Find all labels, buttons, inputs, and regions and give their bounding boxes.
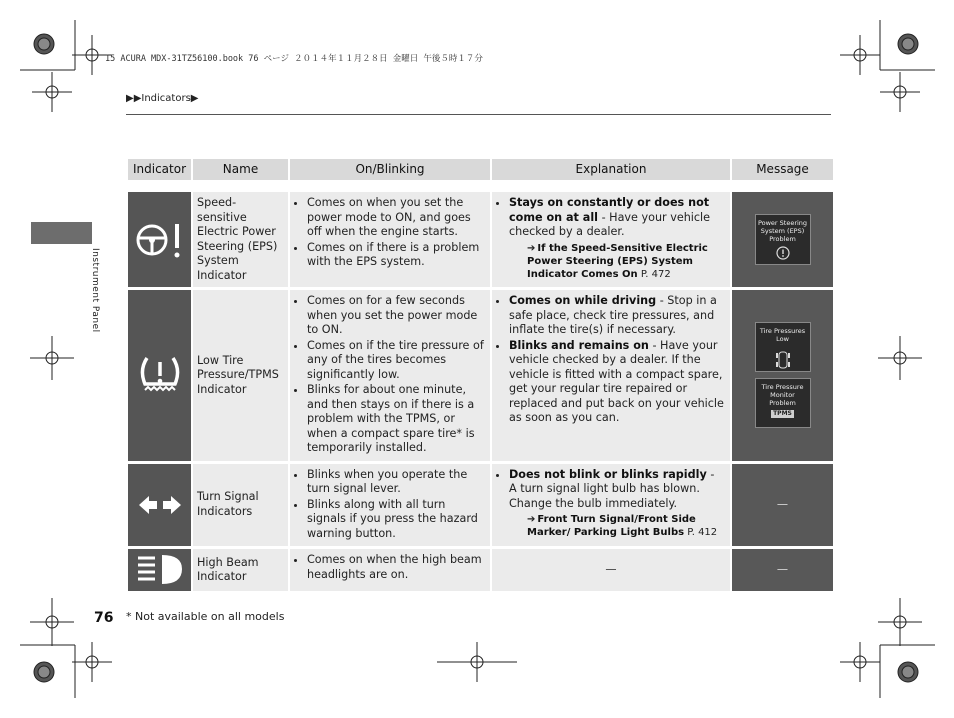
high-beam-on-item: • Comes on when the high beam headlights are on. [307, 553, 485, 582]
high-beam-name: High Beam Indicator [193, 549, 288, 591]
tpms-name: Low Tire Pressure/TPMS Indicator [193, 290, 288, 461]
header-rule [126, 114, 831, 115]
print-header: 15 ACURA MDX-31TZ56100.book 76 ページ ２０１４年１１月２８日 金曜日 午後５時１７分 [105, 54, 483, 64]
tire-pressure-icon [135, 352, 185, 398]
eps-message-cell [732, 192, 833, 287]
eps-on-blinking [290, 192, 490, 287]
tpms-indicator-cell [128, 290, 191, 461]
tire-pressure-monitor-problem-display: Tire Pressure Monitor Problem TPMS [755, 378, 811, 428]
turn-signal-indicator-cell [128, 464, 191, 547]
tire-pressures-low-display: Tire Pressures Low [755, 322, 811, 372]
warning-icon [775, 246, 791, 260]
turn-signal-on-blinking [290, 464, 490, 547]
turn-signal-message-cell: — [732, 464, 833, 547]
breadcrumb [126, 93, 199, 104]
breadcrumb-arrows: ▶▶ [126, 93, 142, 104]
steering-warning-icon [133, 218, 187, 262]
table-header-row [128, 159, 833, 180]
section-tab [31, 222, 92, 244]
turn-signal-icon [138, 494, 182, 516]
col-header-indicator: Indicator [128, 159, 191, 180]
car-tires-icon [773, 349, 793, 371]
table-row-turn-signal [128, 464, 833, 547]
tpms-on-item: • Comes on for a few seconds when you set the power mode to ON. [307, 294, 485, 338]
high-beam-indicator-cell [128, 549, 191, 591]
table-row-high-beam [128, 549, 833, 591]
tpms-on-item: • Blinks for about one minute, and then stays on if there is a problem with the TPMS, or when a compact spare tire* is temporarily installed. [307, 383, 485, 456]
col-header-explanation: Explanation [492, 159, 730, 180]
turn-signal-name: Turn Signal Indicators [193, 464, 288, 547]
turn-signal-explanation-item: • Does not blink or blinks rapidly - A turn signal light bulb has blown. Change the bulb immediately. [509, 468, 725, 512]
table-row-tpms [128, 290, 833, 461]
eps-on-item: • Comes on if there is a problem with the EPS system. [307, 241, 485, 270]
high-beam-message-cell: — [732, 549, 833, 591]
high-beam-icon [135, 553, 185, 587]
footnote: * Not available on all models [126, 610, 285, 623]
high-beam-explanation: — [492, 549, 730, 591]
turn-signal-on-item: • Blinks along with all turn signals if you press the hazard warning button. [307, 498, 485, 542]
col-header-on-blinking: On/Blinking [290, 159, 490, 180]
indicator-table [126, 156, 835, 594]
col-header-name: Name [193, 159, 288, 180]
tpms-on-blinking [290, 290, 490, 461]
tpms-on-item: • Comes on if the tire pressure of any of the tires becomes significantly low. [307, 339, 485, 383]
turn-signal-explanation [492, 464, 730, 547]
section-label: Instrument Panel [90, 248, 100, 333]
eps-message-display: Power Steering System (EPS) Problem [755, 214, 811, 265]
eps-indicator-cell [128, 192, 191, 287]
tpms-explanation-item: • Comes on while driving - Stop in a safe place, check tire pressures, and inflate the tire(s) if necessary. [509, 294, 725, 338]
tpms-message-cell [732, 290, 833, 461]
eps-on-item: • Comes on when you set the power mode to ON, and goes off when the engine starts. [307, 196, 485, 240]
eps-name: Speed-sensitive Electric Power Steering (EPS) System Indicator [193, 192, 288, 287]
page-number: 76 [94, 610, 114, 626]
tpms-explanation-item: • Blinks and remains on - Have your vehicle checked by a dealer. If the vehicle is fitted with a compact spare, get your regular tire repaired or replaced and put back on your vehicle as soon as you can. [509, 339, 725, 426]
eps-explanation [492, 192, 730, 287]
breadcrumb-link-indicators[interactable]: Indicators [141, 93, 191, 104]
eps-explanation-item: • Stays on constantly or does not come on at all - Have your vehicle checked by a dealer. [509, 196, 725, 240]
high-beam-on-blinking [290, 549, 490, 591]
breadcrumb-tail: ▶ [190, 93, 199, 104]
tpms-badge: TPMS [773, 410, 792, 418]
turn-signal-cross-reference[interactable]: ➔ Front Turn Signal/Front Side Marker/ Parking Light Bulbs P. 412 [527, 514, 718, 538]
cross-ref-arrow-icon: ➔ [527, 514, 536, 525]
col-header-message: Message [732, 159, 833, 180]
eps-cross-reference[interactable]: ➔ If the Speed-Sensitive Electric Power Steering (EPS) System Indicator Comes On P. 472 [527, 242, 708, 280]
turn-signal-on-item: • Blinks when you operate the turn signal lever. [307, 468, 485, 497]
table-row-eps [128, 192, 833, 287]
cross-ref-arrow-icon: ➔ [527, 242, 536, 254]
tpms-explanation [492, 290, 730, 461]
